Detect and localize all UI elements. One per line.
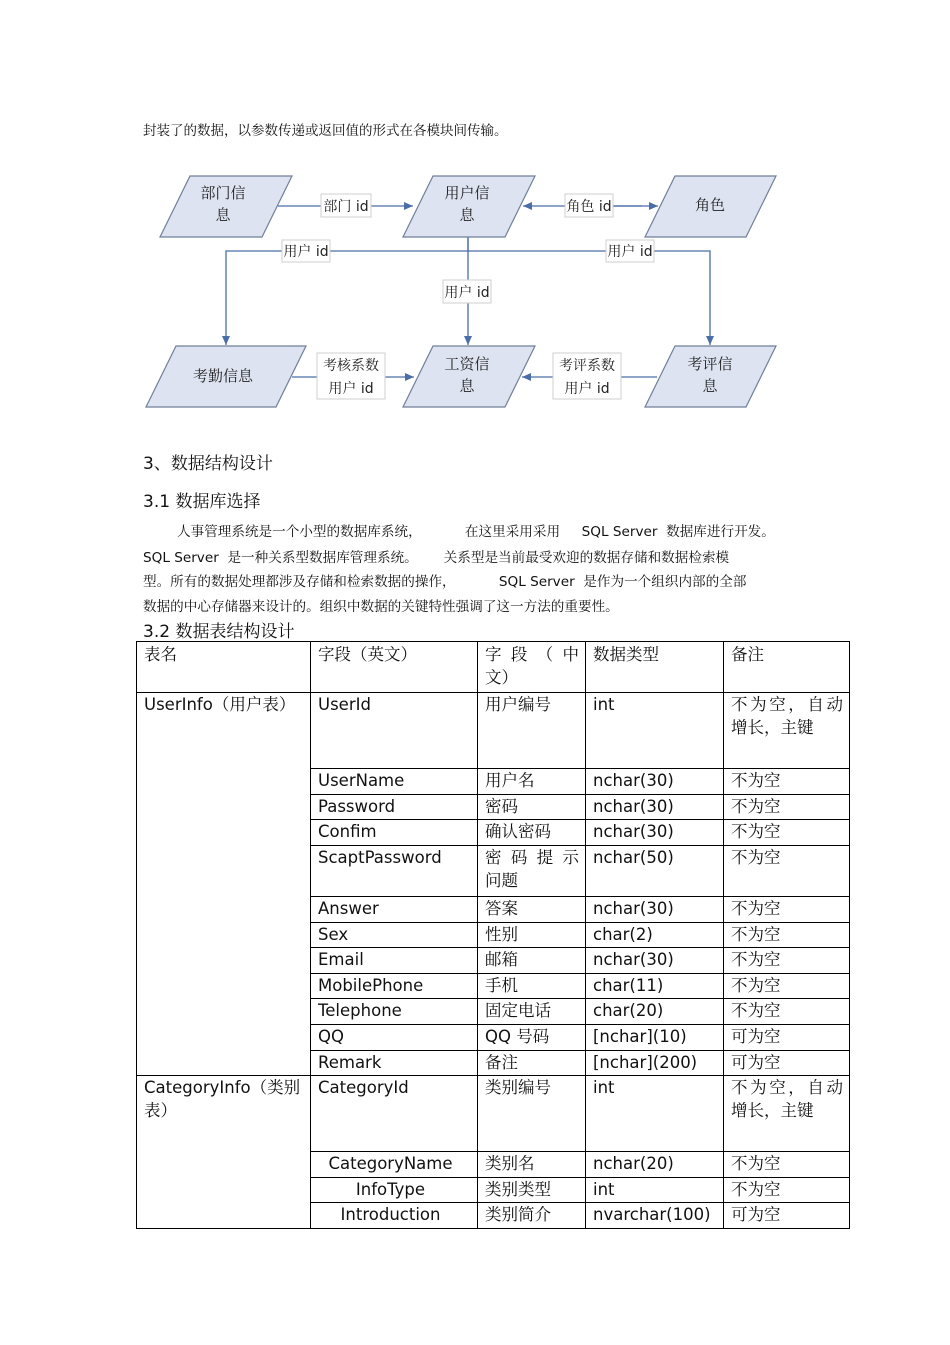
paragraph-line-4: 数据的中心存储器来设计的。组织中数据的关键特性强调了这一方法的重要性。: [143, 599, 619, 615]
cell-field-zh: 密码: [478, 794, 586, 820]
cell-note: 不为空: [724, 922, 850, 948]
cell-field-en: CategoryName: [311, 1152, 478, 1178]
edge-label-attendance-1: 考核系数: [323, 358, 379, 374]
header-note: 备注: [724, 642, 850, 693]
header-field-en: 字段（英文）: [311, 642, 478, 693]
cell-field-en: Confim: [311, 820, 478, 846]
cell-data-type: int: [586, 693, 724, 769]
node-attendance-label: 考勤信息: [192, 367, 254, 385]
cell-field-zh: 答案: [478, 897, 586, 923]
cell-data-type: nchar(30): [586, 769, 724, 795]
node-evaluation-label-1: 考评信: [687, 355, 733, 373]
edge-user-attendance: [226, 237, 468, 345]
header-table-name: 表名: [137, 642, 311, 693]
edge-user-evaluation: [468, 251, 710, 345]
cell-data-type: char(11): [586, 973, 724, 999]
section-heading-3: 3、数据结构设计: [143, 454, 273, 474]
edge-label-attendance-2: 用户 id: [328, 381, 374, 397]
node-dept-label-2: 息: [215, 206, 231, 224]
cell-field-zh: 确认密码: [478, 820, 586, 846]
paragraph-line-3: 型。所有的数据处理都涉及存储和检索数据的操作， SQL Server 是作为一个组织内部的全部: [143, 574, 747, 590]
cell-field-en: QQ: [311, 1024, 478, 1050]
cell-note: 不为空，自动增长，主键: [724, 1076, 850, 1152]
cell-field-zh: 类别简介: [478, 1203, 586, 1229]
cell-field-zh: QQ 号码: [478, 1024, 586, 1050]
cell-data-type: nchar(30): [586, 794, 724, 820]
cell-field-en: Introduction: [311, 1203, 478, 1229]
cell-note: 可为空: [724, 1203, 850, 1229]
paragraph-line-1: 人事管理系统是一个小型的数据库系统， 在这里采用采用 SQL Server 数据库进行开发。: [177, 524, 775, 540]
cell-data-type: nvarchar(100): [586, 1203, 724, 1229]
edge-label-user-id-right: 用户 id: [607, 244, 653, 260]
cell-field-en: Sex: [311, 922, 478, 948]
cell-field-en: Remark: [311, 1050, 478, 1076]
cell-data-type: nchar(20): [586, 1152, 724, 1178]
cell-data-type: nchar(30): [586, 948, 724, 974]
cell-note: 不为空: [724, 897, 850, 923]
cell-field-en: Password: [311, 794, 478, 820]
cell-note: 不为空: [724, 1177, 850, 1203]
section-heading-3-2: 3.2 数据表结构设计: [143, 622, 295, 642]
header-data-type: 数据类型: [586, 642, 724, 693]
cell-table-name: UserInfo（用户表）: [137, 693, 311, 1076]
intro-text: 封装了的数据，以参数传递或返回值的形式在各模块间传输。: [143, 123, 508, 139]
cell-field-zh: 用户名: [478, 769, 586, 795]
edge-label-user-id-left: 用户 id: [283, 244, 329, 260]
cell-data-type: int: [586, 1076, 724, 1152]
cell-data-type: [nchar](200): [586, 1050, 724, 1076]
cell-note: 不为空: [724, 794, 850, 820]
cell-note: 不为空: [724, 845, 850, 897]
schema-table: [136, 641, 850, 1229]
cell-field-zh: 密 码 提 示 问题: [478, 845, 586, 897]
cell-data-type: nchar(30): [586, 820, 724, 846]
node-dept-label-1: 部门信: [200, 184, 246, 202]
cell-field-zh: 用户编号: [478, 693, 586, 769]
cell-field-zh: 类别类型: [478, 1177, 586, 1203]
data-flow-diagram: [0, 0, 950, 430]
cell-field-zh: 邮箱: [478, 948, 586, 974]
cell-field-en: UserName: [311, 769, 478, 795]
cell-field-en: Email: [311, 948, 478, 974]
cell-note: 不为空: [724, 948, 850, 974]
cell-field-zh: 固定电话: [478, 999, 586, 1025]
cell-field-zh: 手机: [478, 973, 586, 999]
cell-field-en: CategoryId: [311, 1076, 478, 1152]
cell-note: 不为空: [724, 973, 850, 999]
cell-note: 可为空: [724, 1050, 850, 1076]
section-heading-3-1: 3.1 数据库选择: [143, 492, 261, 512]
table-row: [137, 1076, 850, 1152]
cell-note: 不为空: [724, 999, 850, 1025]
cell-data-type: nchar(30): [586, 897, 724, 923]
cell-field-en: UserId: [311, 693, 478, 769]
cell-data-type: [nchar](10): [586, 1024, 724, 1050]
node-salary-label-2: 息: [459, 377, 475, 395]
cell-field-en: ScaptPassword: [311, 845, 478, 897]
cell-note: 不为空，自动增长，主键: [724, 693, 850, 769]
cell-data-type: nchar(50): [586, 845, 724, 897]
paragraph-line-2: SQL Server 是一种关系型数据库管理系统。 关系型是当前最受欢迎的数据存储和数据检索模: [143, 550, 730, 566]
node-user-label-2: 息: [459, 206, 475, 224]
cell-field-zh: 类别编号: [478, 1076, 586, 1152]
cell-note: 不为空: [724, 769, 850, 795]
node-user-label-1: 用户信: [444, 184, 490, 202]
edge-label-evaluation-1: 考评系数: [559, 358, 615, 374]
cell-data-type: char(20): [586, 999, 724, 1025]
edge-label-role-id: 角色 id: [566, 199, 612, 215]
cell-data-type: int: [586, 1177, 724, 1203]
table-header-row: [137, 642, 850, 693]
cell-note: 不为空: [724, 1152, 850, 1178]
header-field-zh: 字 段 （ 中 文）: [478, 642, 586, 693]
edge-label-evaluation-2: 用户 id: [564, 381, 610, 397]
cell-note: 可为空: [724, 1024, 850, 1050]
cell-field-zh: 备注: [478, 1050, 586, 1076]
node-role-label: 角色: [694, 196, 726, 214]
cell-field-zh: 类别名: [478, 1152, 586, 1178]
cell-data-type: char(2): [586, 922, 724, 948]
cell-field-en: Telephone: [311, 999, 478, 1025]
table-row: [137, 693, 850, 769]
cell-field-zh: 性别: [478, 922, 586, 948]
cell-table-name: CategoryInfo（类别表）: [137, 1076, 311, 1229]
edge-label-dept-id: 部门 id: [323, 199, 369, 215]
cell-field-en: Answer: [311, 897, 478, 923]
cell-field-en: InfoType: [311, 1177, 478, 1203]
node-evaluation-label-2: 息: [702, 377, 718, 395]
cell-note: 不为空: [724, 820, 850, 846]
cell-field-en: MobilePhone: [311, 973, 478, 999]
node-salary-label-1: 工资信: [444, 355, 490, 373]
edge-label-user-id-center: 用户 id: [444, 285, 490, 301]
